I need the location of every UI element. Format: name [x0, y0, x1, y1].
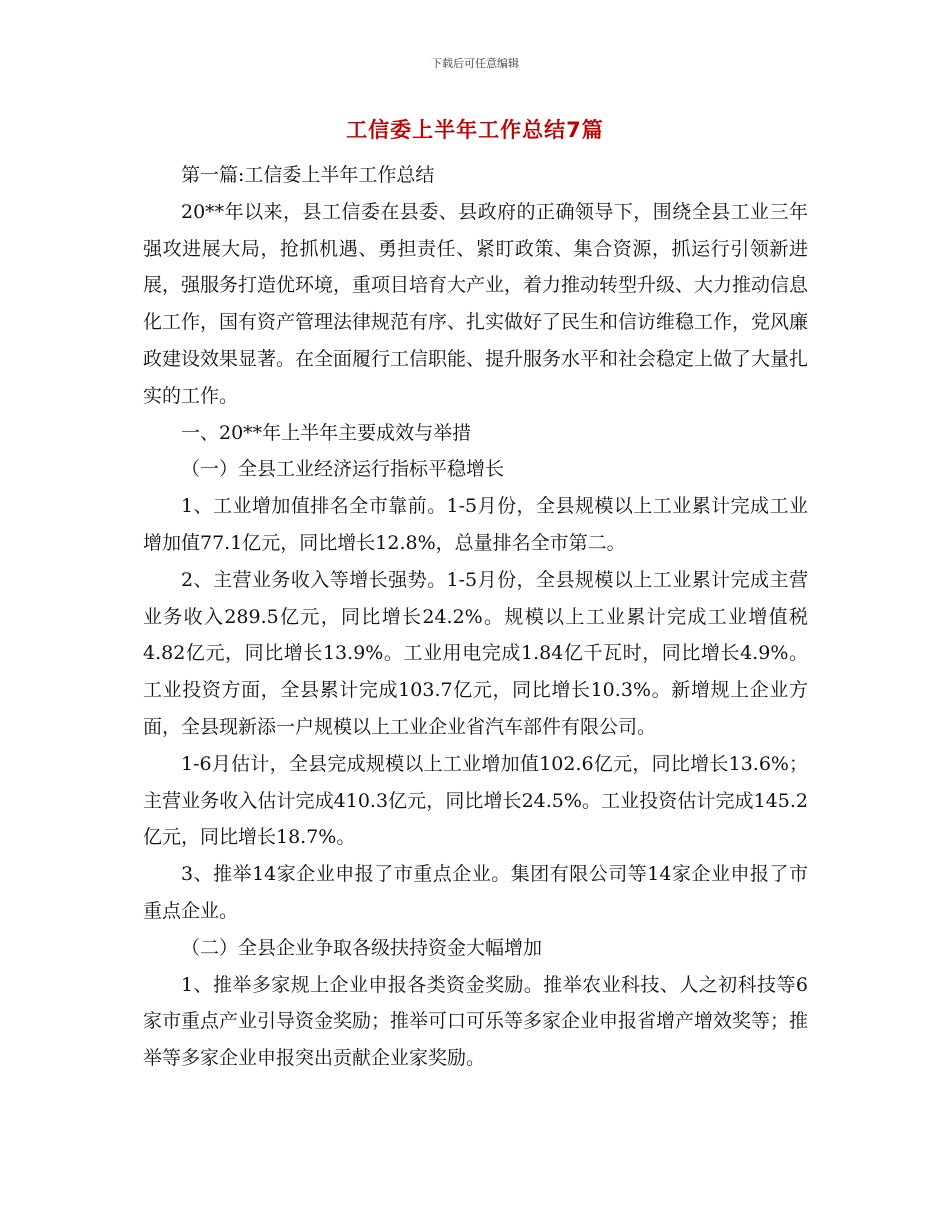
body-paragraph: 1、工业增加值排名全市靠前。1-5月份，全县规模以上工业累计完成工业增加值77.1亿元，同比增长12.8%，总量排名全市第二。 [143, 495, 808, 554]
document-title: 工信委上半年工作总结7篇 [346, 118, 604, 142]
body-paragraph: 1-6月估计，全县完成规模以上工业增加值102.6亿元，同比增长13.6%；主营业务收入估计完成410.3亿元，同比增长24.5%。工业投资估计完成145.2亿元，同比增长18.7%。 [143, 752, 808, 849]
body-paragraph: 1、推举多家规上企业申报各类资金奖励。推举农业科技、人之初科技等6家市重点产业引导资金奖励；推举可口可乐等多家企业申报省增产增效奖等；推举等多家企业申报突出贡献企业家奖励。 [143, 973, 809, 1070]
section-title: 第一篇:工信委上半年工作总结 [181, 164, 435, 186]
subsection-heading: （一）全县工业经济运行指标平稳增长 [181, 458, 505, 481]
body-paragraph: 2、主营业务收入等增长强势。1-5月份，全县规模以上工业累计完成主营业务收入289.5亿元，同比增长24.2%。规模以上工业累计完成工业增值税4.82亿元，同比增长13.9%。工业用电完成1.84亿千瓦时，同比增长4.9%。工业投资方面，全县累计完成103.7亿元，同比增长10.3%。新增规上企业方面，全县现新添一户规模以上工业企业省汽车部件有限公司。 [143, 568, 808, 738]
intro-paragraph: 20**年以来，县工信委在县委、县政府的正确领导下，围绕全县工业三年强攻进展大局，抢抓机遇、勇担责任、紧盯政策、集合资源，抓运行引领新进展，强服务打造优环境，重项目培育大产业，着力推动转型升级、大力推动信息化工作，国有资产管理法律规范有序、扎实做好了民生和信访维稳工作，党风廉政建设效果显著。在全面履行工信职能、提升服务水平和社会稳定上做了大量扎实的工作。 [143, 200, 809, 407]
document-body [143, 157, 808, 1077]
subsection-heading: （二）全县企业争取各级扶持资金大幅增加 [181, 936, 543, 959]
header-note: 下载后可任意编辑 [431, 57, 519, 70]
section-heading: 一、20**年上半年主要成效与举措 [181, 421, 472, 444]
body-paragraph: 3、推举14家企业申报了市重点企业。集团有限公司等14家企业申报了市重点企业。 [143, 863, 808, 922]
